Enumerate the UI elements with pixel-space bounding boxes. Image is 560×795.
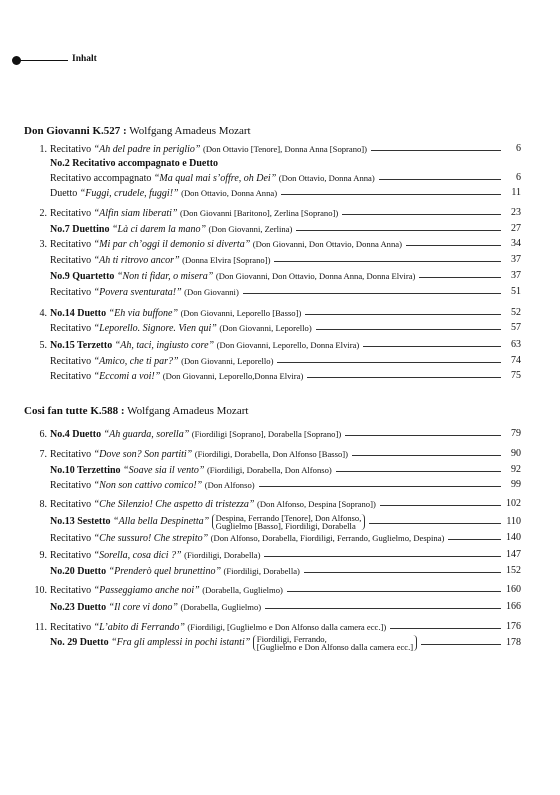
entry-number: 11. [34, 622, 47, 633]
entry-text [36, 206, 342, 221]
entry-text [36, 600, 265, 615]
entry-number-title: No.20 Duetto [50, 566, 107, 577]
entry-cast: (Don Ottavio [Tenore], Donna Anna [Soprano]) [202, 144, 368, 154]
page-number: 37 [503, 269, 521, 283]
entry-incipit: “Non ti fidar, o misera” [116, 271, 214, 282]
entry-cast: (Fiordiligi, Dorabella, Don Alfonso [Basso]) [194, 449, 348, 459]
page-number: 57 [503, 321, 521, 335]
entry-number: 6. [39, 429, 47, 440]
entry-type: Recitativo [50, 622, 92, 633]
entry-type: Recitativo [50, 144, 92, 155]
entry-incipit: “Ah, taci, ingiusto core” [114, 340, 215, 351]
toc-entry[interactable] [36, 354, 521, 368]
entry-text [36, 564, 304, 579]
entry-cast: (Fiordiligi, Dorabella) [184, 550, 261, 560]
page-number: 102 [503, 497, 521, 511]
toc-entry[interactable] [36, 321, 521, 335]
page-number: 176 [503, 620, 521, 634]
entry-number: 10. [34, 585, 47, 596]
opera-title-cosi-fan-tutte [24, 405, 248, 417]
entry-incipit: “Leporello. Signore. Vien qui” [93, 323, 217, 334]
page-number: 79 [503, 427, 521, 441]
entry-cast: (Don Alfonso, Despina [Soprano]) [256, 499, 376, 509]
entry-type: Recitativo [50, 371, 92, 382]
entry-number-title: No.23 Duetto [50, 602, 107, 613]
entry-type: Recitativo [50, 239, 92, 250]
entry-incipit: “Passeggiamo anche noi” [93, 585, 200, 596]
toc-entry[interactable] [36, 306, 521, 320]
page-number: 63 [503, 338, 521, 352]
entry-incipit: “Il core vi dono” [108, 602, 178, 613]
entry-number: 7. [39, 449, 47, 460]
toc-entry[interactable] [36, 600, 521, 614]
entry-type: Recitativo [50, 255, 92, 266]
entry-text [36, 515, 369, 530]
entry-cast: (Don Giovanni) [184, 287, 239, 297]
entry-number-title: No.9 Quartetto [50, 271, 115, 282]
toc-entry[interactable] [36, 447, 521, 461]
entry-number: 3. [39, 239, 47, 250]
cast-line: Guglielmo [Basso], Fiordiligi, Dorabella [215, 521, 356, 531]
toc-entry[interactable] [36, 171, 521, 185]
entry-cast: (Don Giovanni, Don Ottavio, Donna Anna) [252, 239, 402, 249]
page-number: 27 [503, 222, 521, 236]
entry-number: 2. [39, 208, 47, 219]
toc-entry[interactable] [36, 564, 521, 578]
page-number: 166 [503, 600, 521, 614]
entry-type: Recitativo [50, 287, 92, 298]
entry-cast: (Don Giovanni, Zerlina) [208, 224, 293, 234]
page-number: 160 [503, 583, 521, 597]
entry-number-title: No.4 Duetto [50, 429, 102, 440]
entry-type: Recitativo [50, 449, 92, 460]
page-number: 34 [503, 237, 521, 251]
page-number: 6 [503, 142, 521, 156]
entry-text [36, 222, 296, 237]
entry-cast: (Don Giovanni, Leporello,Donna Elvira) [162, 371, 304, 381]
toc-entry[interactable] [36, 515, 521, 529]
entry-text [36, 338, 363, 353]
cast-line: [Guglielmo e Don Alfonso dalla camera ecc.] [256, 642, 414, 652]
entry-number-title: No.10 Terzettino [50, 465, 121, 476]
entry-cast: (Fiordiligi, [Guglielmo e Don Alfonso dalla camera ecc.]) [187, 622, 387, 632]
toc-entry[interactable] [36, 253, 521, 267]
entry-text [36, 253, 274, 268]
entry-text [36, 369, 307, 384]
entry-cast: (Don Alfonso) [204, 480, 255, 490]
entry-incipit: “Ah del padre in periglio” [93, 144, 201, 155]
toc-entry[interactable] [36, 531, 521, 545]
entry-incipit: “Che sussuro! Che strepito” [93, 533, 209, 544]
entry-cast-brace [212, 514, 366, 530]
entry-number-title: No.7 Duettino [50, 224, 110, 235]
entry-incipit: “Sorella, cosa dici ?” [93, 550, 182, 561]
page-number: 6 [503, 171, 521, 185]
toc-entry[interactable] [36, 478, 521, 492]
page-number: 51 [503, 285, 521, 299]
entry-type: Recitativo [50, 533, 92, 544]
opera-name: Cosi fan tutte [24, 405, 88, 417]
toc-entry[interactable] [36, 636, 521, 650]
page-number: 90 [503, 447, 521, 461]
entry-text [36, 478, 259, 493]
cast-line: Fiordiligi, Ferrando, [256, 634, 327, 644]
entry-cast: (Don Giovanni, Leporello, Donna Elvira) [216, 340, 360, 350]
toc-entry[interactable] [36, 369, 521, 383]
entry-cast: (Don Giovanni, Leporello) [181, 356, 274, 366]
entry-cast: (Fiordiligi, Dorabella, Don Alfonso) [206, 465, 332, 475]
toc-entry[interactable] [36, 620, 521, 634]
opera-catalog: K.588 : [90, 405, 125, 417]
entry-incipit: “Eccomi a voi!” [93, 371, 161, 382]
page-number: 52 [503, 306, 521, 320]
entry-text [36, 427, 345, 442]
header-label: Inhalt [72, 54, 97, 64]
entry-text [36, 583, 287, 598]
entry-text [36, 186, 281, 201]
cast-line: Despina, Ferrando [Tenore], Don Alfonso, [215, 513, 362, 523]
toc-entry[interactable] [36, 548, 521, 562]
page-number: 23 [503, 206, 521, 220]
toc-entry[interactable] [36, 497, 521, 511]
opera-catalog: K.527 : [92, 125, 127, 137]
page-number: 178 [503, 636, 521, 650]
page-number: 37 [503, 253, 521, 267]
toc-entry[interactable] [36, 237, 521, 251]
toc-entry[interactable] [36, 285, 521, 299]
entry-incipit: “Amico, che ti par?” [93, 356, 179, 367]
header-rule [20, 60, 68, 61]
toc-entry[interactable] [36, 583, 521, 597]
entry-number-title: No.14 Duetto [50, 308, 107, 319]
entry-text [36, 548, 264, 563]
entry-number-title: No.15 Terzetto [50, 340, 113, 351]
entry-cast-brace [253, 635, 417, 651]
opera-composer: Wolfgang Amadeus Mozart [127, 405, 249, 417]
entry-incipit: “L’abito di Ferrando” [93, 622, 185, 633]
entry-number: 8. [39, 499, 47, 510]
entry-type: Recitativo [50, 208, 92, 219]
toc-entry[interactable] [36, 338, 521, 352]
entry-incipit: “Alla bella Despinetta” [113, 516, 210, 527]
entry-cast: (Don Ottavio, Donna Anna) [278, 173, 375, 183]
entry-cast: (Fiordiligi [Soprano], Dorabella [Soprano]) [191, 429, 342, 439]
page-number: 147 [503, 548, 521, 562]
page-number: 152 [503, 564, 521, 578]
entry-incipit: “Ah guarda, sorella” [103, 429, 190, 440]
entry-number-title: No.13 Sestetto [50, 516, 111, 527]
entry-text [36, 321, 316, 336]
entry-number: 5. [39, 340, 47, 351]
entry-text [36, 171, 379, 186]
entry-cast: (Don Giovanni, Don Ottavio, Donna Anna, Donna Elvira) [215, 271, 416, 281]
page-number: 99 [503, 478, 521, 492]
page-number: 11 [503, 186, 521, 200]
entry-incipit: “Mi par ch’oggi il demonio si diverta” [93, 239, 251, 250]
entry-cast: (Dorabella, Guglielmo) [202, 585, 283, 595]
entry-incipit: “Ah ti ritrovo ancor” [93, 255, 180, 266]
entry-number: 4. [39, 308, 47, 319]
entry-text [36, 269, 419, 284]
entry-text [36, 285, 243, 300]
entry-text [36, 620, 390, 635]
toc-entry[interactable] [36, 142, 521, 156]
toc-entry[interactable] [36, 157, 521, 171]
toc-entry[interactable] [36, 463, 521, 477]
page-number: 92 [503, 463, 521, 477]
entry-text [36, 636, 421, 651]
entry-incipit: “Che Silenzio! Che aspetto di tristezza” [93, 499, 255, 510]
entry-cast: (Don Giovanni, Leporello [Basso]) [180, 308, 302, 318]
opera-name: Don Giovanni [24, 125, 90, 137]
entry-text [36, 306, 305, 321]
entry-cast: (Donna Elvira [Soprano]) [182, 255, 271, 265]
entry-type: Recitativo [50, 499, 92, 510]
entry-incipit: “Eh via buffone” [108, 308, 179, 319]
entry-incipit: “Dove son? Son partiti” [93, 449, 193, 460]
entry-text [36, 463, 336, 478]
entry-number-title: No.2 Recitativo accompagnato e Duetto [50, 158, 219, 169]
entry-type: Recitativo [50, 356, 92, 367]
entry-incipit: “Soave sia il vento” [123, 465, 205, 476]
toc-entry[interactable] [36, 186, 521, 200]
entry-cast: (Don Giovanni [Baritono], Zerlina [Soprano]) [180, 208, 339, 218]
entry-text [36, 237, 406, 252]
entry-cast: (Fiordiligi, Dorabella) [223, 566, 300, 576]
entry-text [36, 497, 380, 512]
entry-incipit: “Alfin siam liberati” [93, 208, 178, 219]
toc-entry[interactable] [36, 206, 521, 220]
entry-text [36, 142, 371, 157]
entry-incipit: “Prenderò quel brunettino” [108, 566, 222, 577]
page-number: 140 [503, 531, 521, 545]
entry-type: Recitativo [50, 585, 92, 596]
opera-composer: Wolfgang Amadeus Mozart [129, 125, 251, 137]
entry-type: Recitativo [50, 323, 92, 334]
entry-text [36, 447, 352, 462]
entry-number-title: No. 29 Duetto [50, 637, 109, 648]
entry-cast: (Dorabella, Guglielmo) [180, 602, 262, 612]
page-number: 110 [503, 515, 521, 529]
entry-type: Recitativo accompagnato [50, 173, 152, 184]
toc-entry[interactable] [36, 222, 521, 236]
entry-incipit: “Fra gli amplessi in pochi istanti” [111, 637, 251, 648]
entry-type: Recitativo [50, 550, 92, 561]
toc-entry[interactable] [36, 427, 521, 441]
opera-title-don-giovanni [24, 125, 251, 137]
entry-incipit: “Ma qual mai s’offre, oh Dei” [153, 173, 277, 184]
entry-incipit: “Non son cattivo comico!” [93, 480, 203, 491]
entry-incipit: “Fuggi, crudele, fuggi!” [79, 188, 179, 199]
entry-text [36, 157, 222, 171]
entry-cast: (Don Alfonso, Dorabella, Fiordiligi, Ferrando, Guglielmo, Despina) [210, 533, 445, 543]
entry-cast: (Don Giovanni, Leporello) [219, 323, 312, 333]
entry-cast: (Don Ottavio, Donna Anna) [181, 188, 278, 198]
entry-incipit: “Povera sventurata!” [93, 287, 182, 298]
entry-number: 1. [39, 144, 47, 155]
toc-entry[interactable] [36, 269, 521, 283]
entry-number: 9. [39, 550, 47, 561]
page-number: 75 [503, 369, 521, 383]
entry-incipit: “Là ci darem la mano” [111, 224, 207, 235]
entry-type: Duetto [50, 188, 78, 199]
entry-type: Recitativo [50, 480, 92, 491]
entry-text [36, 354, 277, 369]
page-number: 74 [503, 354, 521, 368]
entry-text [36, 531, 448, 546]
